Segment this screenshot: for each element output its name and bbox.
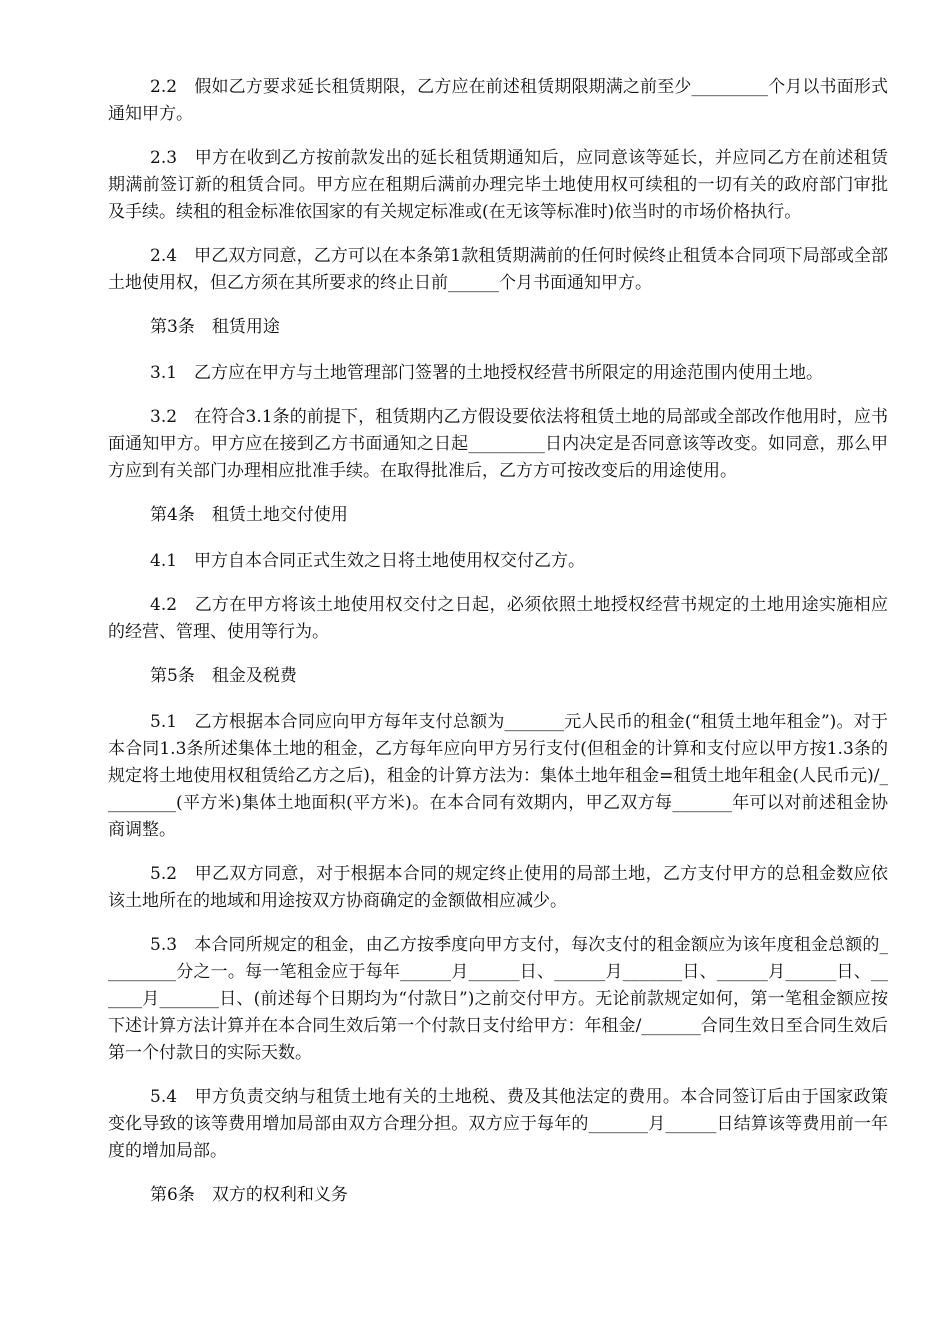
clause-2-4: 2.4 甲乙双方同意，乙方可以在本条第1款租赁期满前的任何时候终止租赁本合同项下局部或全部土地使用权，但乙方须在其所要求的终止日前______个月书面通知甲方。 (108, 246, 888, 293)
clause-4-1: 4.1 甲方自本合同正式生效之日将土地使用权交付乙方。 (150, 551, 586, 571)
clause-3-2: 3.2 在符合3.1条的前提下，租赁期内乙方假设要依法将租赁土地的局部或全部改作他用时，应书面通知甲方。甲方应在接到乙方书面通知之日起_________日内决定是否同意该等改变。如同意，那么甲方应到有关部门办理相应批准手续。在取得批准后，乙方方可按改变后的用途使用。 (108, 407, 888, 481)
article-6-heading: 第6条 双方的权利和义务 (150, 1185, 348, 1205)
clause-4-2: 4.2 乙方在甲方将该土地使用权交付之日起，必须依照土地授权经营书规定的土地用途实施相应的经营、管理、使用等行为。 (108, 595, 888, 642)
article-3-heading: 第3条 租赁用途 (150, 317, 280, 337)
clause-2-3: 2.3 甲方在收到乙方按前款发出的延长租赁期通知后，应同意该等延长，并应同乙方在前述租赁期满前签订新的租赁合同。甲方应在租期后满前办理完毕土地使用权可续租的一切有关的政府部门审批及手续。续租的租金标准依国家的有关规定标准或(在无该等标准时)依当时的市场价格执行。 (108, 148, 888, 222)
clause-2-2: 2.2 假如乙方要求延长租赁期限，乙方应在前述租赁期限期满之前至少_________个月以书面形式通知甲方。 (108, 77, 888, 124)
clause-5-1: 5.1 乙方根据本合同应向甲方每年支付总额为_______元人民币的租金(“租赁土地年租金”)。对于本合同1.3条所述集体土地的租金，乙方每年应向甲方另行支付(但租金的计算和支付应以甲方按1.3条的规定将土地使用权租赁给乙方之后)，租金的计算方法为：集体土地年租金=租赁土地年租金(人民币元)/_________(平方米)集体土地面积(平方米)。在本合同有效期内，甲乙双方每_______年可以对前述租金协商调整。 (108, 712, 888, 840)
clause-3-1: 3.1 乙方应在甲方与土地管理部门签署的土地授权经营书所限定的用途范围内使用土地。 (150, 363, 824, 383)
article-5-heading: 第5条 租金及税费 (150, 666, 297, 686)
article-4-heading: 第4条 租赁土地交付使用 (150, 505, 348, 525)
clause-5-3: 5.3 本合同所规定的租金，由乙方按季度向甲方支付，每次支付的租金额应为该年度租金总额的_________分之一。每一笔租金应于每年______月______日、______月_______日、______月______日、______月_______日、(前述每个日期均为“付款日”)之前交付甲方。无论前款规定如何，第一笔租金额应按下述计算方法计算并在本合同生效后第一个付款日支付给甲方：年租金/_______合同生效日至合同生效后第一个付款日的实际天数。 (108, 935, 888, 1063)
clause-5-4: 5.4 甲方负责交纳与租赁土地有关的土地税、费及其他法定的费用。本合同签订后由于国家政策变化导致的该等费用增加局部由双方合理分担。双方应于每年的_______月______日结算该等费用前一年度的增加局部。 (108, 1087, 888, 1161)
clause-5-2: 5.2 甲乙双方同意，对于根据本合同的规定终止使用的局部土地，乙方支付甲方的总租金数应依该土地所在的地域和用途按双方协商确定的金额做相应减少。 (108, 864, 888, 911)
